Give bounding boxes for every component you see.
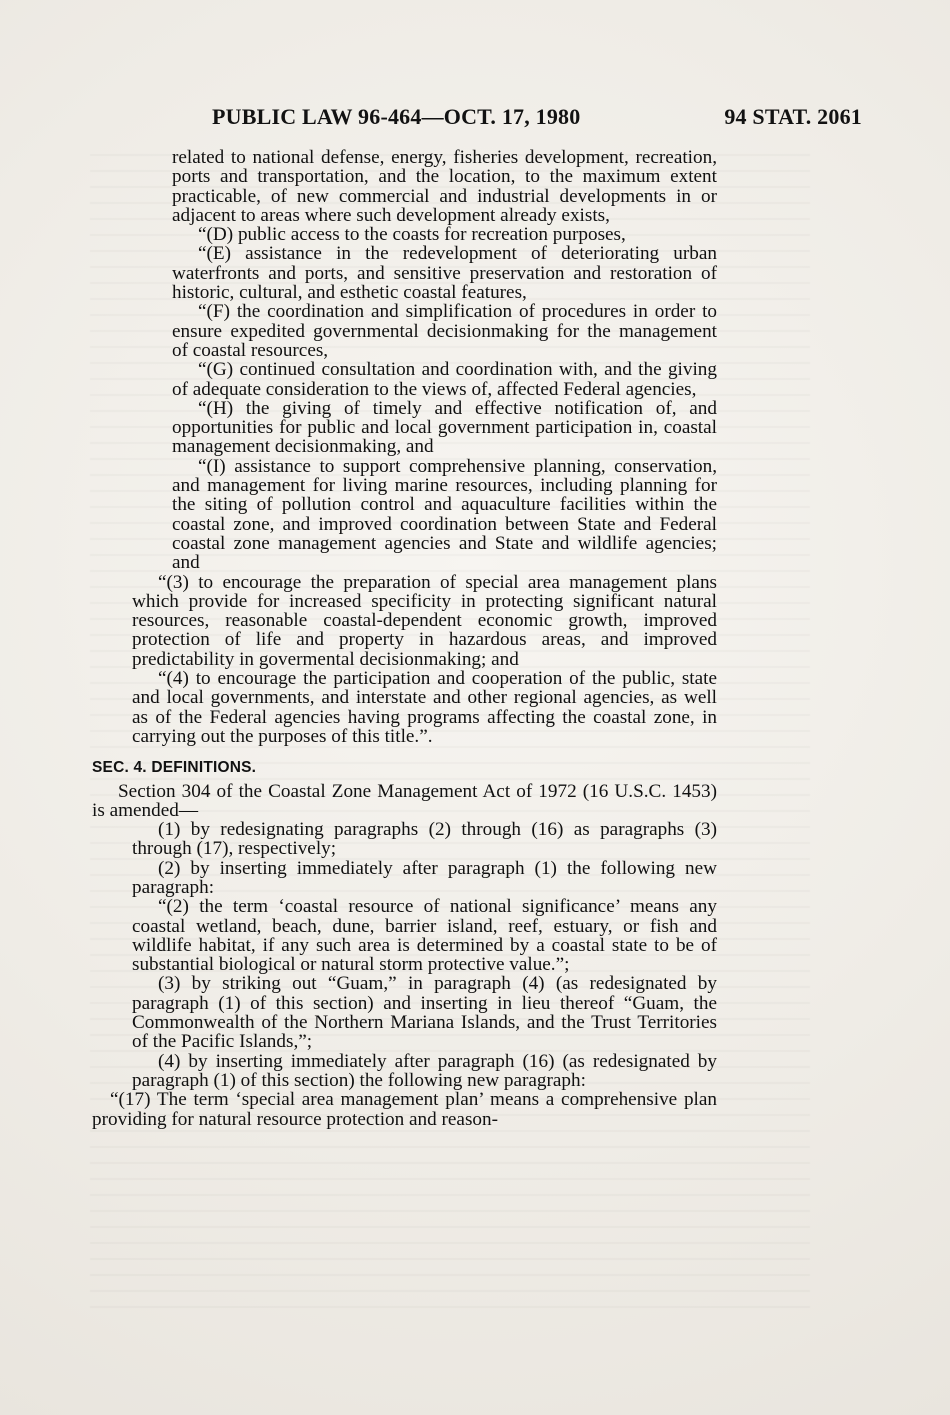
body-paragraph: “(3) to encourage the preparation of special area management plans which provide for increased specificity in protecting significant natural resources, reasonable coastal-dependent economic growth, improved protection of life and property in hazardous areas, and improved predictability in govermental decisionmaking; and — [132, 571, 717, 670]
section-paragraph: (4) by inserting immediately after paragraph (16) (as redesignated by paragraph (1) of this section) the following new paragraph: — [132, 1050, 717, 1091]
body-paragraph: “(H) the giving of timely and effective notification of, and opportunities for public and local government participation in, coastal management decisionmaking, and — [172, 397, 717, 458]
page-header — [212, 104, 862, 134]
section-title: SEC. 4. DEFINITIONS. — [92, 759, 257, 777]
header-stat: 94 STAT. 2061 — [724, 104, 862, 129]
section-paragraph: “(17) The term ‘special area management plan’ means a comprehensive plan providing for natural resource protection and reason- — [92, 1089, 717, 1130]
section-paragraph: Section 304 of the Coastal Zone Management Act of 1972 (16 U.S.C. 1453) is amended— — [92, 780, 717, 821]
header-public-law: PUBLIC LAW 96-464—OCT. 17, 1980 — [212, 104, 581, 129]
body-paragraph: “(I) assistance to support comprehensive planning, conservation, and management for living marine resources, including planning for the siting of pollution control and aquaculture facilities within the coastal zone, and improved coordination between State and Federal coastal zone management agencies and State and wildlife agencies; and — [172, 455, 717, 574]
body-paragraph: related to national defense, energy, fisheries development, recreation, ports and transportation, and the location, to the maximum extent practicable, of new commercial and industrial developments in or adjacent to areas where such development already exists, — [172, 147, 717, 226]
body-paragraph: “(G) continued consultation and coordination with, and the giving of adequate consideration to the views of, affected Federal agencies, — [172, 359, 717, 400]
body-paragraph: “(4) to encourage the participation and cooperation of the public, state and local governments, and interstate and other regional agencies, as well as of the Federal agencies having programs affecting the coastal zone, in carrying out the purposes of this title.”. — [132, 668, 717, 747]
section-paragraph: (3) by striking out “Guam,” in paragraph (4) (as redesignated by paragraph (1) of this section) and inserting in lieu thereof “Guam, the Commonwealth of the Northern Mariana Islands, and the Trust Territories of the Pacific Islands,”; — [132, 973, 717, 1053]
section-paragraph: (1) by redesignating paragraphs (2) through (16) as paragraphs (3) through (17), respectively; — [132, 819, 717, 860]
body-paragraph: “(F) the coordination and simplification of procedures in order to ensure expedited governmental decisionmaking for the management of coastal resources, — [172, 301, 717, 361]
body-paragraph: “(E) assistance in the redevelopment of deteriorating urban waterfronts and ports, and sensitive preservation and restoration of historic, cultural, and esthetic coastal features, — [172, 243, 717, 304]
section-paragraph: (2) by inserting immediately after paragraph (1) the following new paragraph: — [132, 857, 717, 898]
body-paragraph: “(D) public access to the coasts for recreation purposes, — [198, 224, 626, 246]
document-body — [92, 148, 717, 1278]
section-paragraph: “(2) the term ‘coastal resource of national significance’ means any coastal wetland, beach, dune, barrier island, reef, estuary, or fish and wildlife habitat, if any such area is determined by a coastal state to be of substantial biological or natural storm protective value.”; — [132, 896, 717, 976]
